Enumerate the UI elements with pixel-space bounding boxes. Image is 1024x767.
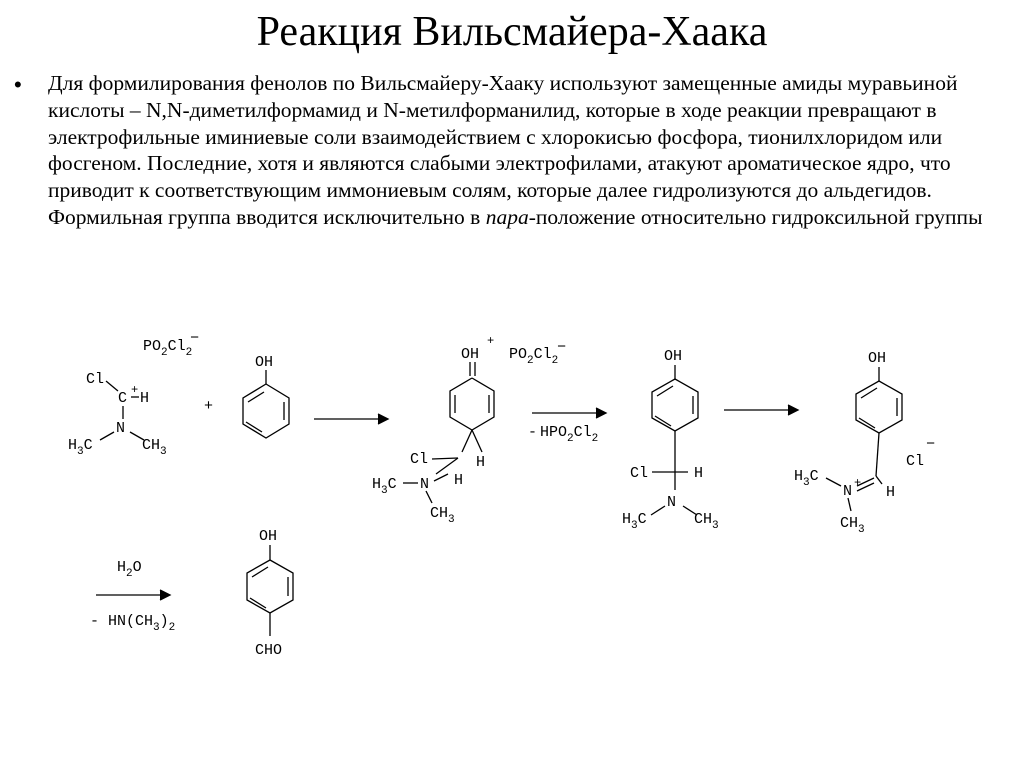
svg-text:- HN(CH3)2: - $HN(CH_3)_2$ bbox=[90, 613, 176, 634]
svg-text:Cl: Cl bbox=[630, 465, 649, 482]
svg-text:CH3: $CH_3$ bbox=[142, 437, 167, 458]
svg-text:+: + bbox=[487, 334, 495, 348]
svg-text:PO2Cl2: $PO_2Cl_2$ bbox=[509, 346, 559, 367]
svg-text:CH3: $CH_3$ bbox=[430, 505, 455, 526]
svg-text:+: + bbox=[131, 383, 139, 397]
svg-text:H3C: $H_3C$ bbox=[68, 437, 93, 458]
reaction-arrow bbox=[314, 414, 388, 424]
aromatic-intermediate bbox=[622, 348, 719, 532]
reaction-arrow-hydrolysis bbox=[90, 559, 175, 634]
product-4-hydroxybenzaldehyde bbox=[247, 528, 293, 659]
bullet-marker: • bbox=[14, 72, 22, 97]
svg-text:OH: OH bbox=[255, 354, 274, 371]
svg-text:H: H bbox=[694, 465, 704, 482]
reaction-arrow-hpo2cl2 bbox=[528, 408, 606, 445]
svg-text:−: − bbox=[926, 436, 936, 453]
svg-text:Cl: Cl bbox=[410, 451, 429, 468]
svg-text:Cl: Cl bbox=[906, 453, 925, 470]
reaction-arrow bbox=[724, 405, 798, 415]
svg-text:N: N bbox=[667, 494, 677, 511]
phenol-molecule bbox=[243, 354, 289, 438]
svg-text:N: N bbox=[843, 483, 853, 500]
svg-text:CH3: $CH_3$ bbox=[840, 515, 865, 536]
iminium-salt bbox=[794, 350, 935, 536]
svg-text:H: H bbox=[886, 484, 896, 501]
vilsmeier-reagent bbox=[68, 330, 199, 458]
svg-text:PO2Cl2: $PO_2Cl_2$ bbox=[143, 338, 193, 359]
svg-text:H3C: $H_3C$ bbox=[794, 468, 819, 489]
svg-text:N: N bbox=[116, 420, 126, 437]
slide-title: Реакция Вильсмайера-Хаака bbox=[256, 9, 768, 55]
svg-text:OH: OH bbox=[664, 348, 683, 365]
svg-text:OH: OH bbox=[868, 350, 887, 367]
paragraph-text: Для формилирования фенолов по Вильсмайеру-Хааку используют замещенные амиды муравьиной кислоты – N,N-диметилформамид и N-метилформанилид, которые в ходе реакции превращают в электрофильные иминиевые соли взаимодействием с хлорокисью фосфора, тионилхлоридом или фосгеном. Последние, хотя и являются слабыми электрофилами, атакуют ароматическое ядро, что приводит к соответствующим иммониевым солям, которые далее гидролизуются до альдегидов. Формильная группа вводится исключительно в bbox=[48, 71, 958, 229]
svg-text:C: C bbox=[118, 390, 128, 407]
svg-text:H: H bbox=[140, 390, 150, 407]
paragraph-italic: пара bbox=[485, 204, 529, 229]
svg-text:H2O: $H_2O$ bbox=[117, 559, 142, 580]
svg-text:OH: OH bbox=[259, 528, 278, 545]
svg-text:N: N bbox=[420, 476, 430, 493]
svg-text:H: H bbox=[476, 454, 486, 471]
svg-text:H3C: $H_3C$ bbox=[372, 476, 397, 497]
paragraph-text-end: -положение относительно гидроксильной группы bbox=[528, 204, 983, 229]
svg-text:−: − bbox=[190, 330, 200, 347]
svg-text:+: + bbox=[854, 476, 862, 490]
svg-text:−: − bbox=[557, 339, 567, 356]
svg-text:CHO: CHO bbox=[255, 642, 283, 659]
plus-sign: + bbox=[204, 398, 214, 415]
svg-text:-HPO2Cl2: - $HPO_2Cl_2$ bbox=[528, 424, 599, 445]
svg-text:Cl: Cl bbox=[86, 371, 105, 388]
svg-text:H3C: $H_3C$ bbox=[622, 511, 647, 532]
svg-text:OH: OH bbox=[461, 346, 480, 363]
svg-text:CH3: $CH_3$ bbox=[694, 511, 719, 532]
svg-text:H: H bbox=[454, 472, 464, 489]
